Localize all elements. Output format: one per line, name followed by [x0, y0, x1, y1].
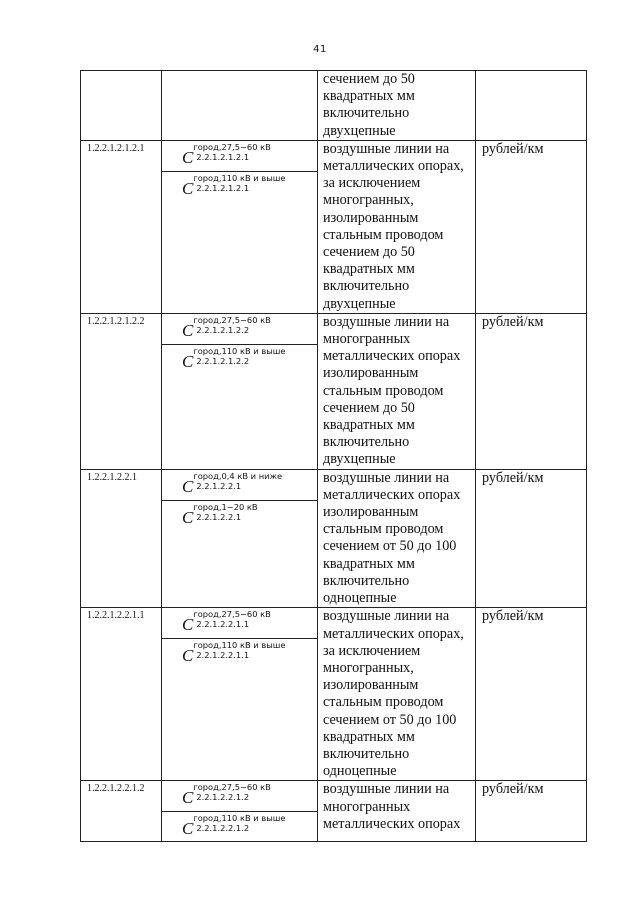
row-code: 1.2.2.1.2.1.2.1	[81, 140, 162, 313]
coefficient-cell	[162, 608, 318, 781]
coefficient-symbol: C	[182, 147, 194, 167]
description-line: изолированным	[323, 365, 419, 382]
coefficient-formula	[162, 314, 317, 344]
description-line: металлических опорах,	[323, 625, 464, 642]
description-cell	[318, 608, 476, 781]
coefficient-formula	[162, 470, 317, 500]
row-code: 1.2.2.1.2.2.1.2	[81, 781, 162, 842]
description-line: воздушные линии на	[323, 781, 450, 798]
description-line: двухцепные	[323, 295, 396, 312]
coefficient-symbol: C	[182, 178, 194, 198]
description-line: квадратных мм	[323, 555, 415, 572]
description-line: сечением от 50 до 100	[323, 711, 457, 728]
row-code: 1.2.2.1.2.2.1.1	[81, 608, 162, 781]
coefficient-superscript: город,27,5−60 кВ	[193, 609, 271, 620]
unit-cell: рублей/км	[476, 469, 587, 608]
coefficient-formula	[162, 811, 317, 841]
description-line: металлических опорах	[323, 348, 461, 365]
coefficient-scripts	[193, 502, 257, 522]
unit-cell: рублей/км	[476, 608, 587, 781]
description-cell	[318, 313, 476, 469]
coefficient-subscript: 2.2.1.2.1.2.1	[196, 151, 250, 162]
description-line: многогранных,	[323, 659, 414, 676]
description-line: сечением до 50	[323, 71, 415, 87]
coefficient-cell	[162, 140, 318, 313]
coefficient-cell	[162, 71, 318, 141]
description-line: включительно	[323, 745, 410, 762]
description-line: квадратных мм	[323, 417, 415, 434]
coefficient-scripts	[193, 471, 282, 491]
description-line: металлических опорах,	[323, 158, 464, 175]
description-line: воздушные линии на	[323, 313, 450, 330]
coefficient-subscript: 2.2.1.2.2.1	[196, 511, 242, 522]
coefficient-superscript: город,0,4 кВ и ниже	[193, 470, 283, 481]
coefficient-symbol: C	[182, 351, 194, 371]
description-line: изолированным	[323, 209, 419, 226]
description-line: квадратных мм	[323, 261, 415, 278]
description-line: квадратных мм	[323, 728, 415, 745]
description-line: многогранных	[323, 798, 411, 815]
coefficient-symbol: C	[182, 819, 194, 839]
description-line: изолированным	[323, 504, 419, 521]
description-line: многогранных	[323, 331, 411, 348]
coefficient-formula	[162, 638, 317, 668]
coefficient-formula	[162, 781, 317, 811]
description-line: воздушные линии на	[323, 140, 450, 157]
row-code: 1.2.2.1.2.1.2.2	[81, 313, 162, 469]
coefficient-scripts	[193, 142, 270, 162]
description-cell	[318, 140, 476, 313]
table-row	[81, 71, 587, 141]
description-line: квадратных мм	[323, 88, 415, 105]
description-line: одноцепные	[323, 590, 397, 607]
description-line: воздушные линии на	[323, 469, 450, 486]
description-line: включительно	[323, 105, 410, 122]
coefficient-formula	[162, 141, 317, 171]
description-cell	[318, 469, 476, 608]
coefficient-scripts	[193, 173, 285, 193]
description-line: воздушные линии на	[323, 608, 450, 625]
unit-cell: рублей/км	[476, 781, 587, 842]
description-line: сечением от 50 до 100	[323, 538, 457, 555]
coefficient-symbol: C	[182, 476, 194, 496]
description-line: сечением до 50	[323, 399, 415, 416]
coefficient-superscript: город,27,5−60 кВ	[193, 141, 271, 152]
coefficient-cell	[162, 313, 318, 469]
coefficient-symbol: C	[182, 320, 194, 340]
coefficient-superscript: город,110 кВ и выше	[193, 813, 286, 824]
coefficient-symbol: C	[182, 646, 194, 666]
row-code: 1.2.2.1.2.2.1	[81, 469, 162, 608]
description-line: сечением до 50	[323, 244, 415, 261]
coefficient-symbol: C	[182, 788, 194, 808]
description-line: двухцепные	[323, 451, 396, 468]
description-line: включительно	[323, 572, 410, 589]
coefficient-cell	[162, 781, 318, 842]
coefficient-scripts	[193, 315, 270, 335]
description-line: многогранных,	[323, 192, 414, 209]
coefficient-superscript: город,27,5−60 кВ	[193, 782, 271, 793]
description-cell	[318, 71, 476, 141]
table-row	[81, 781, 587, 842]
row-code	[81, 71, 162, 141]
description-line: стальным проводом	[323, 226, 444, 243]
description-line: металлических опорах	[323, 815, 461, 832]
coefficient-formula	[162, 171, 317, 201]
tariff-table-body	[81, 71, 587, 842]
coefficient-superscript: город,110 кВ и выше	[193, 640, 286, 651]
coefficient-formula	[162, 344, 317, 374]
table-row	[81, 140, 587, 313]
unit-cell: рублей/км	[476, 140, 587, 313]
tariff-table	[80, 70, 587, 842]
coefficient-subscript: 2.2.1.2.2.1.2	[196, 792, 250, 803]
coefficient-scripts	[193, 813, 285, 833]
description-line: стальным проводом	[323, 694, 444, 711]
description-line: за исключением	[323, 175, 421, 192]
coefficient-superscript: город,27,5−60 кВ	[193, 314, 271, 325]
coefficient-superscript: город,110 кВ и выше	[193, 345, 286, 356]
table-row	[81, 313, 587, 469]
coefficient-symbol: C	[182, 615, 194, 635]
description-line: металлических опорах	[323, 486, 461, 503]
coefficient-subscript: 2.2.1.2.1.2.2	[196, 324, 250, 335]
coefficient-subscript: 2.2.1.2.1.2.2	[196, 355, 250, 366]
description-line: стальным проводом	[323, 382, 444, 399]
coefficient-formula	[162, 500, 317, 530]
unit-cell: рублей/км	[476, 313, 587, 469]
unit-cell	[476, 71, 587, 141]
coefficient-subscript: 2.2.1.2.2.1.2	[196, 823, 250, 834]
description-line: изолированным	[323, 677, 419, 694]
coefficient-subscript: 2.2.1.2.2.1	[196, 480, 242, 491]
coefficient-scripts	[193, 640, 285, 660]
coefficient-scripts	[193, 609, 270, 629]
description-line: двухцепные	[323, 122, 396, 139]
table-row	[81, 469, 587, 608]
description-cell	[318, 781, 476, 842]
coefficient-formula	[162, 608, 317, 638]
page-number: 41	[313, 44, 327, 55]
coefficient-subscript: 2.2.1.2.2.1.1	[196, 619, 250, 630]
description-line: включительно	[323, 278, 410, 295]
description-line: за исключением	[323, 642, 421, 659]
coefficient-cell	[162, 469, 318, 608]
coefficient-superscript: город,1−20 кВ	[193, 501, 258, 512]
coefficient-scripts	[193, 782, 270, 802]
table-row	[81, 608, 587, 781]
coefficient-scripts	[193, 346, 285, 366]
description-line: включительно	[323, 434, 410, 451]
description-line: одноцепные	[323, 763, 397, 780]
coefficient-subscript: 2.2.1.2.1.2.1	[196, 182, 250, 193]
description-line: стальным проводом	[323, 521, 444, 538]
coefficient-subscript: 2.2.1.2.2.1.1	[196, 650, 250, 661]
coefficient-superscript: город,110 кВ и выше	[193, 172, 286, 183]
coefficient-symbol: C	[182, 507, 194, 527]
